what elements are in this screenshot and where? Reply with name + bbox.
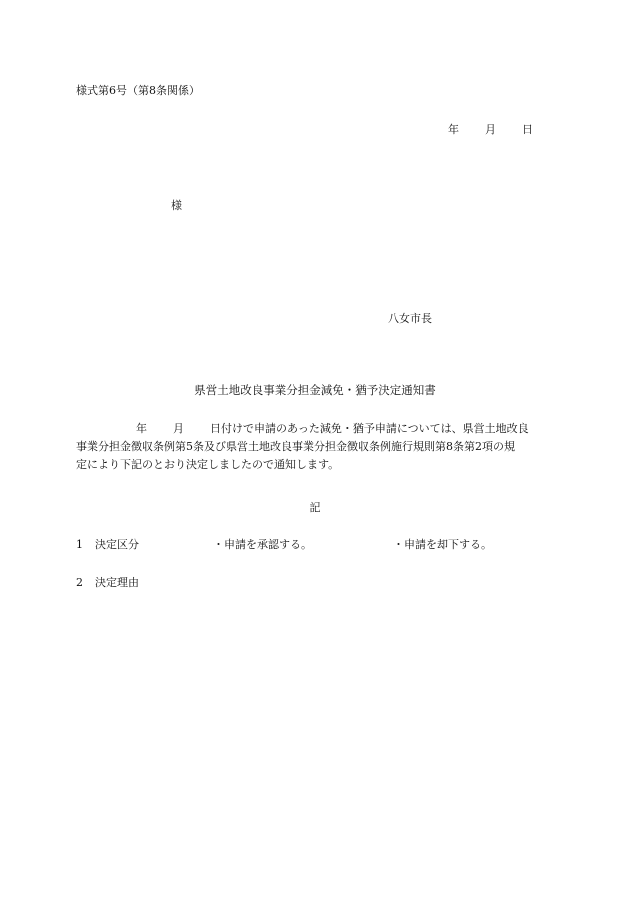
item-decision-reason <box>76 575 139 590</box>
item-decision-category <box>76 537 492 552</box>
body-line-2: 事業分担金徴収条例第5条及び県営土地改良事業分担金徴収条例施行規則第8条第2項の規 <box>76 440 515 453</box>
ki-heading: 記 <box>309 501 321 514</box>
issuer-name: 八女市長 <box>388 312 432 325</box>
item-2-number: 2 <box>76 576 83 589</box>
body-line-1-text: 日付けで申請のあった減免・猶予申請については、県営土地改良 <box>210 422 529 435</box>
form-number: 様式第6号（第8条関係） <box>76 84 200 97</box>
date-year-label: 年 <box>448 123 459 136</box>
item-2-label: 決定理由 <box>95 576 139 589</box>
body-line-3: 定により下記のとおり決定しましたので通知します。 <box>76 458 340 471</box>
item-1-label: 決定区分 <box>95 538 139 551</box>
body-line-1 <box>76 420 560 438</box>
body-paragraph <box>76 420 560 474</box>
document-title: 県営土地改良事業分担金減免・猶予決定通知書 <box>194 383 436 397</box>
body-month-label: 月 <box>173 422 184 435</box>
option-reject: ・申請を却下する。 <box>393 538 492 551</box>
addressee-suffix: 様 <box>171 199 182 212</box>
date-line <box>448 122 533 137</box>
option-approve: ・申請を承認する。 <box>213 538 312 551</box>
body-year-label: 年 <box>136 422 147 435</box>
item-1-number: 1 <box>76 538 83 551</box>
date-day-label: 日 <box>522 123 533 136</box>
date-month-label: 月 <box>485 123 496 136</box>
